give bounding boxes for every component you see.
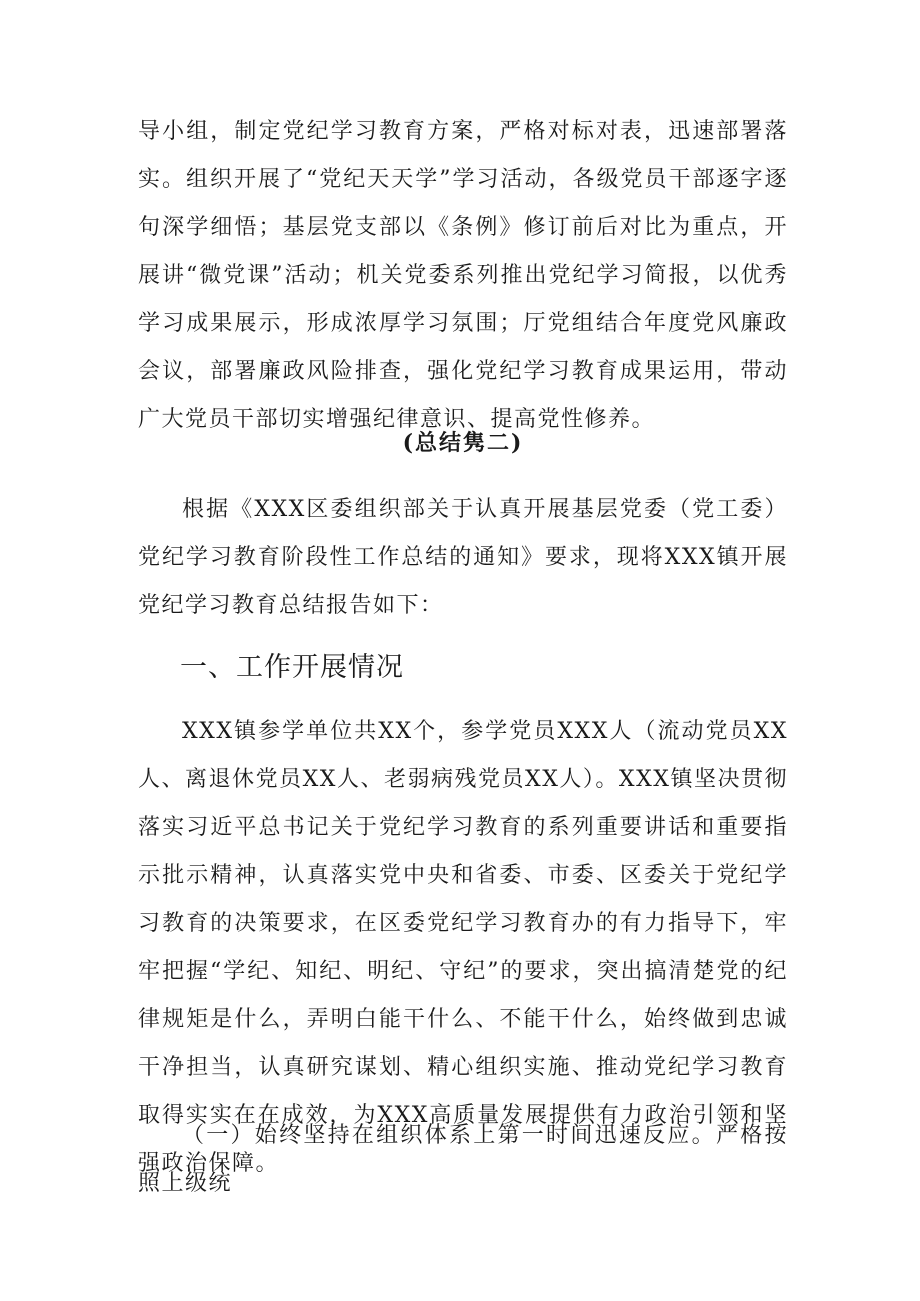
heading-work-status: 一、工作开展情况 [180,652,404,683]
body-paragraph: XXX镇参学单位共XX个，参学党员XXX人（流动党员XX人、离退休党员XX人、老弱病残党员XX人）。XXX镇坚决贯彻落实习近平总书记关于党纪学习教育的系列重要讲话和重要指示批示精神，认真落实党中央和省委、市委、区委关于党纪学习教育的决策要求，在区委党纪学习教育办的有力指导下，牢牢把握“学纪、知纪、明纪、守纪”的要求，突出搞清楚党的纪律规矩是什么，弄明白能干什么、不能干什么，始终做到忠诚干净担当，认真研究谋划、精心组织实施、推动党纪学习教育取得实实在在成效，为XXX高质量发展提供有力政治引领和坚强政治保障。 [138,719,788,1176]
section-title: (总结隽二) [402,430,524,456]
sub-section-paragraph: （一）始终坚持在组织体系上第一时间迅速反应。严格按照上级统 [138,1123,788,1196]
continued-paragraph: 导小组，制定党纪学习教育方案，严格对标对表，迅速部署落实。组织开展了“党纪天天学”学习活动，各级党员干部逐字逐句深学细悟；基层党支部以《条例》修订前后对比为重点，开展讲“微党课”活动；机关党委系列推出党纪学习简报，以优秀学习成果展示，形成浓厚学习氛围；厅党组结合年度党风廉政会议，部署廉政风险排查，强化党纪学习教育成果运用，带动广大党员干部切实增强纪律意识、提高党性修养。 [138,119,788,432]
intro-paragraph: 根据《XXX区委组织部关于认真开展基层党委（党工委）党纪学习教育阶段性工作总结的通知》要求，现将XXX镇开展党纪学习教育总结报告如下： [138,497,788,618]
